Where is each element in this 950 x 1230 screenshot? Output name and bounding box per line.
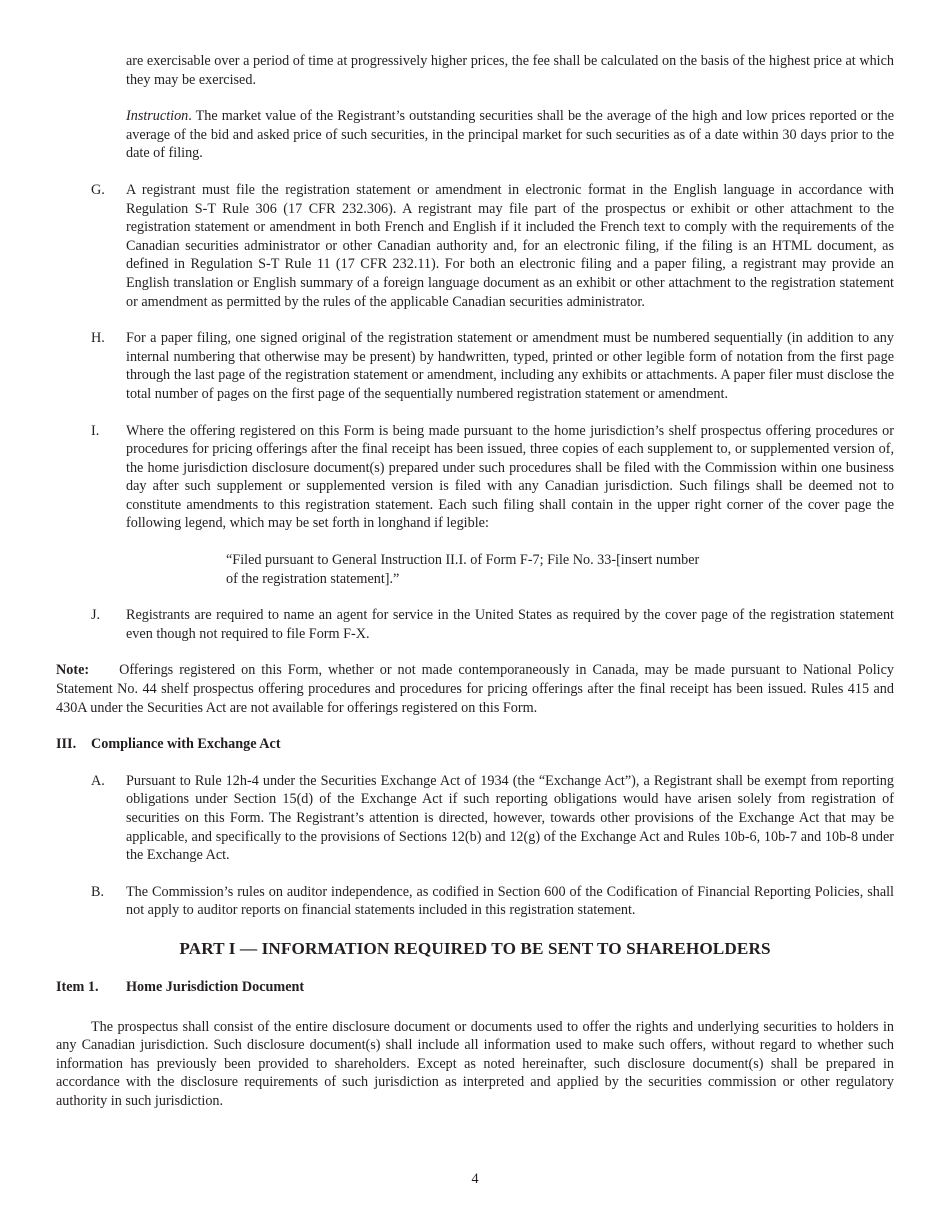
- legend-line-1: “Filed pursuant to General Instruction II.I. of Form F-7; File No. 33-[insert number: [226, 552, 700, 569]
- item-1-heading: [56, 978, 894, 997]
- item-letter: H.: [91, 330, 105, 347]
- list-item-b: [56, 883, 894, 920]
- continuation-paragraph: are exercisable over a period of time at progressively higher prices, the fee shall be calculated on the basis of the highest price at which they may be exercised.: [126, 53, 894, 88]
- section-number: III.: [56, 736, 77, 753]
- document-page: [56, 52, 894, 1111]
- item-letter: J.: [91, 607, 101, 624]
- list-item-g: [56, 181, 894, 311]
- item-letter: G.: [91, 181, 105, 198]
- list-item-i: [56, 422, 894, 534]
- instruction-label: Instruction: [126, 108, 189, 125]
- legend-line-2: of the registration statement].”: [226, 570, 400, 587]
- list-item-h: [56, 329, 894, 403]
- item-text: The Commission’s rules on auditor independence, as codified in Section 600 of the Codification of Financial Reporting Policies, shall not apply to auditor reports on financial statements included in this registration statement.: [126, 883, 894, 919]
- item-text: Where the offering registered on this Form is being made pursuant to the home jurisdiction’s shelf prospectus offering procedures or procedures for pricing offerings after the final receipt has been issued, three copies of each supplement to, or supplemented version of, the home jurisdiction disclosure document(s) prepared under such procedures shall be filed with the Commission within one business day after such supplement or supplemented version is filed with any Canadian jurisdiction. Such filings shall be deemed not to constitute amendments to this registration statement. Each such filing shall contain in the upper right corner of the cover page the following legend, which may be set forth in longhand if legible:: [126, 422, 894, 532]
- note-label: Note:: [56, 662, 90, 679]
- item-text: For a paper filing, one signed original of the registration statement or amendment must be numbered sequentially (in addition to any internal numbering that otherwise may be present) by handwritten, typed, printed or other legible form of notation from the first page through the last page of the registration statement or amendment, including any exhibits or attachments. A paper filer must disclose the total number of pages on the first page of the sequentially numbered registration statement or amendment.: [126, 330, 894, 402]
- list-item-j: [56, 606, 894, 643]
- item-text: Registrants are required to name an agent for service in the United States as required by the cover page of the registration statement even though not required to file Form F-X.: [126, 607, 894, 642]
- filing-legend-quote: [226, 551, 746, 588]
- instruction-text: . The market value of the Registrant’s outstanding securities shall be the average of the high and low prices reported or the average of the bid and asked price of such securities, in the principal market for such securities as of a date within 30 days prior to the date of filing.: [126, 108, 894, 162]
- page-number: 4: [471, 1171, 479, 1187]
- note-paragraph: [56, 661, 894, 717]
- section-heading-iii: [56, 735, 894, 754]
- note-text: Offerings registered on this Form, whether or not made contemporaneously in Canada, may be made pursuant to National Policy Statement No. 44 shelf prospectus offering procedures and procedures for pricing offerings after the final receipt has been issued. Rules 415 and 430A under the Securities Act are not available for offerings registered on this Form.: [56, 662, 894, 716]
- item-text: A registrant must file the registration statement or amendment in electronic format in the English language in accordance with Regulation S-T Rule 306 (17 CFR 232.306). A registrant may file part of the prospectus or exhibit or other attachment to the registration statement or amendment in both French and English if it included the French text to comply with the requirements of the Canadian securities administrator or other Canadian authority and, for an electronic filing, if the filing is an HTML document, as defined in Regulation S-T Rule 11 (17 CFR 232.11). For both an electronic filing and a paper filing, a registrant may provide an English translation or English summary of a foreign language document as an exhibit or other attachment to the registration statement or amendment as permitted by the rules of the applicable Canadian securities administrator.: [126, 181, 894, 310]
- item-title: Home Jurisdiction Document: [126, 978, 305, 995]
- section-title: Compliance with Exchange Act: [91, 736, 281, 753]
- item-letter: I.: [91, 422, 100, 439]
- item-number: Item 1.: [56, 978, 99, 995]
- item-text: Pursuant to Rule 12h-4 under the Securities Exchange Act of 1934 (the “Exchange Act”), a Registrant shall be exempt from reporting obligations under Section 15(d) of the Exchange Act if such reporting obligations would have arisen solely from registration of securities on this Form. The Registrant’s attention is directed, however, towards other provisions of the Exchange Act that may be applicable, and specifically to the provisions of Sections 12(b) and 12(g) of the Exchange Act and Rules 10b-6, 10b-7 and 10b-8 under the Exchange Act.: [126, 772, 894, 864]
- item-letter: A.: [91, 772, 105, 789]
- part-title: PART I — INFORMATION REQUIRED TO BE SENT TO SHAREHOLDERS: [179, 938, 771, 958]
- item-1-paragraph: The prospectus shall consist of the entire disclosure document or documents used to offer the rights and underlying securities to holders in any Canadian jurisdiction. Such disclosure document(s) shall include all information used to make such offers, without regard to whether such information has previously been provided to shareholders. Except as noted hereinafter, such disclosure document(s) shall be prepared in accordance with the disclosure requirements of such jurisdiction as interpreted and applied by the securities commission or other regulatory authority in such jurisdiction.: [56, 1018, 894, 1109]
- instruction-paragraph: [126, 107, 894, 163]
- item-letter: B.: [91, 883, 105, 900]
- list-item-a: [56, 772, 894, 865]
